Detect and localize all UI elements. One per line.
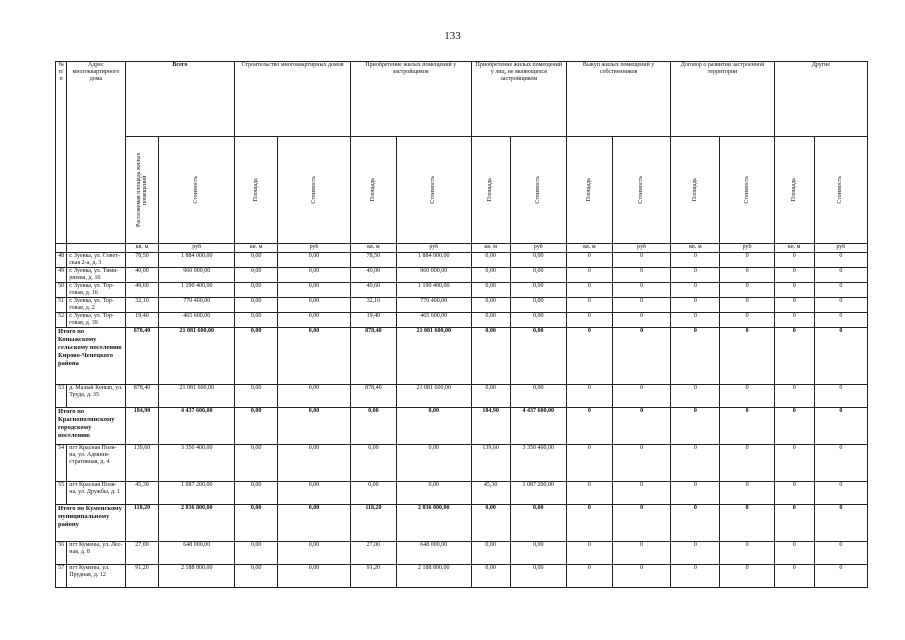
cell-cost: 0,00	[510, 385, 566, 408]
cell-cost: 0,00	[278, 482, 351, 505]
total-label: Итого по Коныжскому сельскому поселению Кирово-Чепецкого района	[56, 328, 126, 385]
cell-area: 19,40	[350, 313, 396, 328]
cell-cost: 0	[814, 408, 867, 445]
cell-cost: 770 400,00	[159, 298, 235, 313]
cell-area: 878,40	[125, 385, 159, 408]
cell-cost: 0,00	[510, 268, 566, 283]
cell-area: 184,90	[125, 408, 159, 445]
row-address: г. Зуевка, ул. Тор-говая, д. 16	[67, 283, 125, 298]
cell-area: 0	[774, 298, 814, 313]
row-address: г. Зуевка, ул. Тор-говая, д. 2	[67, 298, 125, 313]
cell-cost: 0,00	[510, 505, 566, 542]
cell-area: 32,10	[125, 298, 159, 313]
subheader-cost	[510, 137, 566, 244]
cell-cost: 0,00	[278, 505, 351, 542]
cell-area: 0	[671, 565, 720, 588]
cell-cost: 0	[612, 408, 670, 445]
cell-area: 45,30	[471, 482, 510, 505]
cell-area: 0,00	[471, 253, 510, 268]
cell-cost: 0	[612, 298, 670, 313]
header-group-total: Всего	[125, 62, 235, 137]
cell-area: 0,00	[235, 253, 278, 268]
cell-area: 49,60	[350, 283, 396, 298]
unit-cost: руб	[814, 244, 867, 253]
cell-cost: 1 190 400,00	[396, 283, 471, 298]
cell-cost: 0	[814, 482, 867, 505]
cell-area: 118,20	[125, 505, 159, 542]
row-number: 55	[56, 482, 67, 505]
cell-area: 0	[566, 283, 612, 298]
cell-area: 0,00	[235, 268, 278, 283]
total-label: Итого по Куменскому муниципальному району	[56, 505, 126, 542]
unit-area: кв. м	[671, 244, 720, 253]
subheader-area	[774, 137, 814, 244]
cell-cost: 0	[814, 313, 867, 328]
subheader-area-label: Площадь	[487, 178, 494, 202]
table-row	[56, 542, 868, 565]
row-number: 56	[56, 542, 67, 565]
cell-cost: 0,00	[278, 328, 351, 385]
cell-area: 91,20	[350, 565, 396, 588]
cell-area: 0,00	[235, 298, 278, 313]
row-address: пгт Красная Поля-на, ул. Админи-стративная, д. 4	[67, 445, 125, 482]
header-number: № п/п	[56, 62, 67, 244]
cell-area: 0	[671, 385, 720, 408]
cell-cost: 0	[814, 283, 867, 298]
cell-area: 32,10	[350, 298, 396, 313]
unit-area: кв. м	[566, 244, 612, 253]
cell-area: 0	[566, 385, 612, 408]
cell-area: 0,00	[471, 283, 510, 298]
cell-area: 78,50	[350, 253, 396, 268]
cell-cost: 0	[720, 565, 774, 588]
cell-cost: 0,00	[510, 313, 566, 328]
cell-area: 0,00	[235, 542, 278, 565]
row-number: 53	[56, 385, 67, 408]
cell-area: 0	[566, 328, 612, 385]
cell-cost: 0	[720, 505, 774, 542]
cell-cost: 0	[612, 313, 670, 328]
subheader-cost-label: Стоимость	[310, 176, 317, 204]
cell-area: 139,60	[471, 445, 510, 482]
cell-cost: 4 437 600,00	[159, 408, 235, 445]
row-address: г. Зуевка, ул. Тими-рязева, д. 10	[67, 268, 125, 283]
table-row	[56, 385, 868, 408]
cell-area: 0	[774, 565, 814, 588]
row-number: 50	[56, 283, 67, 298]
header-group-development-contract: Договор о развитии застроенной территории	[671, 62, 774, 137]
cell-area: 139,60	[125, 445, 159, 482]
cell-cost: 770 400,00	[396, 298, 471, 313]
subheader-cost	[159, 137, 235, 244]
cell-area: 0	[671, 505, 720, 542]
cell-cost: 0	[612, 565, 670, 588]
table-row	[56, 268, 868, 283]
cell-area: 0	[671, 408, 720, 445]
cell-area: 40,00	[125, 268, 159, 283]
cell-cost: 0	[612, 253, 670, 268]
cell-area: 0	[566, 482, 612, 505]
cell-cost: 0,00	[510, 328, 566, 385]
cell-area: 0	[566, 505, 612, 542]
cell-area: 0	[566, 445, 612, 482]
cell-cost: 0	[720, 298, 774, 313]
cell-area: 0,00	[471, 505, 510, 542]
cell-cost: 0,00	[510, 253, 566, 268]
table-total-row	[56, 408, 868, 445]
subheader-area-label: Площадь	[252, 178, 259, 202]
cell-area: 40,00	[350, 268, 396, 283]
header-group-construction: Строительство многоквартирных домов	[235, 62, 351, 137]
cell-cost: 0,00	[396, 482, 471, 505]
cell-cost: 0	[814, 542, 867, 565]
header-address: Адрес многоквартирного дома	[67, 62, 125, 244]
subheader-cost-label: Стоимость	[193, 176, 200, 204]
table-total-row	[56, 328, 868, 385]
table-header	[56, 62, 868, 253]
cell-cost: 0,00	[396, 445, 471, 482]
cell-area: 91,20	[125, 565, 159, 588]
cell-area: 0,00	[235, 482, 278, 505]
header-group-buyout: Выкуп жилых помещений у собственников	[566, 62, 670, 137]
unit-cost: руб	[510, 244, 566, 253]
table-row	[56, 565, 868, 588]
cell-area: 0	[566, 298, 612, 313]
cell-cost: 21 081 600,00	[159, 328, 235, 385]
unit-empty-cell	[67, 244, 125, 253]
cell-cost: 1 087 200,00	[510, 482, 566, 505]
cell-cost: 21 081 600,00	[396, 328, 471, 385]
cell-area: 878,40	[350, 385, 396, 408]
cell-cost: 0,00	[278, 445, 351, 482]
cell-area: 49,60	[125, 283, 159, 298]
subheader-area	[671, 137, 720, 244]
cell-cost: 0	[814, 385, 867, 408]
subheader-cost	[278, 137, 351, 244]
cell-area: 0,00	[350, 408, 396, 445]
cell-cost: 0	[720, 385, 774, 408]
cell-cost: 0	[720, 445, 774, 482]
cell-area: 0	[774, 385, 814, 408]
cell-area: 0,00	[235, 385, 278, 408]
cell-area: 0	[774, 328, 814, 385]
cell-cost: 0,00	[510, 542, 566, 565]
unit-cost: руб	[278, 244, 351, 253]
cell-cost: 0	[612, 385, 670, 408]
subheader-cost	[720, 137, 774, 244]
cell-area: 0,00	[471, 385, 510, 408]
subheader-cost	[612, 137, 670, 244]
unit-area: кв. м	[471, 244, 510, 253]
cell-area: 0	[774, 505, 814, 542]
cell-area: 0	[774, 313, 814, 328]
cell-cost: 0	[720, 482, 774, 505]
subheader-area	[566, 137, 612, 244]
cell-cost: 0	[814, 445, 867, 482]
cell-cost: 3 350 400,00	[510, 445, 566, 482]
cell-cost: 0,00	[396, 408, 471, 445]
unit-area: кв. м	[235, 244, 278, 253]
row-number: 57	[56, 565, 67, 588]
cell-area: 0,00	[350, 445, 396, 482]
cell-cost: 0	[720, 313, 774, 328]
cell-area: 0	[671, 542, 720, 565]
cell-cost: 648 000,00	[159, 542, 235, 565]
cell-cost: 0	[720, 268, 774, 283]
cell-area: 0,00	[235, 445, 278, 482]
cell-area: 0	[566, 565, 612, 588]
cell-area: 0,00	[471, 298, 510, 313]
unit-area: кв. м	[774, 244, 814, 253]
cell-area: 27,00	[350, 542, 396, 565]
cell-area: 0	[671, 328, 720, 385]
subheader-area-label: Площадь	[369, 178, 376, 202]
cell-cost: 0,00	[278, 542, 351, 565]
cell-cost: 3 350 400,00	[159, 445, 235, 482]
cell-area: 0	[566, 408, 612, 445]
cell-area: 0,00	[471, 268, 510, 283]
cell-area: 0	[671, 298, 720, 313]
cell-area: 27,00	[125, 542, 159, 565]
row-number: 51	[56, 298, 67, 313]
cell-area: 0,00	[471, 542, 510, 565]
cell-cost: 0	[612, 328, 670, 385]
cell-cost: 960 000,00	[159, 268, 235, 283]
unit-cost: руб	[720, 244, 774, 253]
cell-area: 0	[671, 283, 720, 298]
cell-area: 0	[774, 268, 814, 283]
header-group-purchase-non-developers: Приобретение жилых помещений у лиц, не являющихся застройщиком	[471, 62, 566, 137]
cell-cost: 0,00	[278, 253, 351, 268]
row-address: д. Малый Конып, ул. Труда, д. 35	[67, 385, 125, 408]
cell-area: 0	[774, 253, 814, 268]
cell-cost: 0	[612, 482, 670, 505]
row-address: г. Зуевка, ул. Совет-ская 2-а, д. 3	[67, 253, 125, 268]
cell-cost: 1 884 000,00	[159, 253, 235, 268]
cell-area: 0	[774, 542, 814, 565]
cell-cost: 0,00	[278, 298, 351, 313]
table-row	[56, 253, 868, 268]
row-address: г. Зуевка, ул. Тор-говая, д. 39	[67, 313, 125, 328]
table-body	[56, 253, 868, 588]
subheader-cost-label: Стоимость	[743, 176, 750, 204]
unit-cost: руб	[159, 244, 235, 253]
cell-cost: 0	[612, 445, 670, 482]
cell-area: 0,00	[471, 328, 510, 385]
subheader-area-label: Площадь	[691, 178, 698, 202]
cell-area: 0,00	[471, 313, 510, 328]
cell-area: 0,00	[471, 565, 510, 588]
subheader-area	[125, 137, 159, 244]
subheader-area-label: Площадь	[790, 178, 797, 202]
cell-cost: 1 087 200,00	[159, 482, 235, 505]
cell-area: 45,30	[125, 482, 159, 505]
cell-cost: 0,00	[278, 385, 351, 408]
cell-cost: 2 188 800,00	[159, 565, 235, 588]
subheader-cost	[814, 137, 867, 244]
cell-cost: 1 190 400,00	[159, 283, 235, 298]
cell-area: 0	[566, 542, 612, 565]
cell-area: 118,20	[350, 505, 396, 542]
cell-area: 0	[774, 408, 814, 445]
cell-area: 0	[566, 253, 612, 268]
cell-area: 0	[671, 253, 720, 268]
cell-area: 878,40	[125, 328, 159, 385]
cell-area: 0	[774, 283, 814, 298]
cell-cost: 465 600,00	[159, 313, 235, 328]
cell-area: 0,00	[235, 313, 278, 328]
subheader-area-label: Площадь	[585, 178, 592, 202]
cell-area: 0,00	[235, 283, 278, 298]
subheader-cost-label: Стоимость	[534, 176, 541, 204]
cell-area: 0,00	[235, 328, 278, 385]
unit-area: кв. м	[125, 244, 159, 253]
subheader-cost-label: Стоимость	[638, 176, 645, 204]
cell-area: 0,00	[350, 482, 396, 505]
cell-area: 878,40	[350, 328, 396, 385]
header-group-other: Другие	[774, 62, 867, 137]
cell-area: 0	[671, 482, 720, 505]
cell-cost: 0	[612, 542, 670, 565]
row-address: пгт Кумены, ул. Прудная, д. 12	[67, 565, 125, 588]
table-total-row	[56, 505, 868, 542]
cell-cost: 2 836 800,00	[396, 505, 471, 542]
cell-cost: 2 836 800,00	[159, 505, 235, 542]
cell-cost: 0	[814, 298, 867, 313]
cell-cost: 0,00	[278, 313, 351, 328]
cell-area: 0,00	[235, 565, 278, 588]
cell-area: 184,90	[471, 408, 510, 445]
subheader-area-label: Расселяемая площадь жилых помещений	[136, 152, 148, 228]
housing-resettlement-table	[55, 61, 868, 588]
cell-area: 0	[671, 268, 720, 283]
cell-cost: 0	[720, 408, 774, 445]
cell-area: 0	[671, 445, 720, 482]
cell-area: 0	[671, 313, 720, 328]
cell-cost: 0	[814, 268, 867, 283]
cell-cost: 0,00	[278, 283, 351, 298]
cell-cost: 0,00	[278, 268, 351, 283]
cell-cost: 0	[720, 283, 774, 298]
unit-area: кв. м	[350, 244, 396, 253]
cell-cost: 0	[814, 565, 867, 588]
cell-area: 0,00	[235, 408, 278, 445]
subheader-area	[471, 137, 510, 244]
subheader-area	[350, 137, 396, 244]
cell-cost: 0	[612, 268, 670, 283]
table-row	[56, 482, 868, 505]
cell-cost: 465 600,00	[396, 313, 471, 328]
cell-area: 78,50	[125, 253, 159, 268]
cell-area: 19,40	[125, 313, 159, 328]
cell-cost: 0	[814, 328, 867, 385]
cell-cost: 0	[720, 542, 774, 565]
cell-cost: 648 000,00	[396, 542, 471, 565]
header-group-purchase-developers: Приобретение жилых помещений у застройщиков	[350, 62, 471, 137]
row-address: пгт Красная Поля-на, ул. Дружбы, д. 1	[67, 482, 125, 505]
cell-area: 0	[566, 268, 612, 283]
table-row	[56, 445, 868, 482]
unit-cost: руб	[612, 244, 670, 253]
row-number: 48	[56, 253, 67, 268]
unit-empty-cell	[56, 244, 67, 253]
cell-cost: 0,00	[510, 565, 566, 588]
cell-cost: 0	[720, 253, 774, 268]
page-number: 133	[444, 30, 461, 42]
unit-cost: руб	[396, 244, 471, 253]
cell-cost: 0	[720, 328, 774, 385]
cell-cost: 0	[814, 253, 867, 268]
cell-cost: 4 437 600,00	[510, 408, 566, 445]
cell-cost: 1 884 000,00	[396, 253, 471, 268]
cell-cost: 21 081 600,00	[396, 385, 471, 408]
row-number: 54	[56, 445, 67, 482]
row-number: 52	[56, 313, 67, 328]
row-number: 49	[56, 268, 67, 283]
cell-cost: 0	[612, 505, 670, 542]
subheader-cost	[396, 137, 471, 244]
cell-area: 0	[566, 313, 612, 328]
cell-cost: 0,00	[278, 565, 351, 588]
table-row	[56, 313, 868, 328]
cell-cost: 2 188 800,00	[396, 565, 471, 588]
cell-area: 0	[774, 482, 814, 505]
cell-area: 0,00	[235, 505, 278, 542]
table-row	[56, 298, 868, 313]
cell-area: 0	[774, 445, 814, 482]
cell-cost: 0,00	[510, 298, 566, 313]
cell-cost: 21 081 600,00	[159, 385, 235, 408]
cell-cost: 960 000,00	[396, 268, 471, 283]
cell-cost: 0,00	[510, 283, 566, 298]
total-label: Итого по Краснополянскому городскому поселению	[56, 408, 126, 445]
cell-cost: 0	[612, 283, 670, 298]
table-row	[56, 283, 868, 298]
row-address: пгт Кумены, ул. Лес-ная, д. 8	[67, 542, 125, 565]
cell-cost: 0,00	[278, 408, 351, 445]
cell-cost: 0	[814, 505, 867, 542]
subheader-cost-label: Стоимость	[430, 176, 437, 204]
subheader-area	[235, 137, 278, 244]
subheader-cost-label: Стоимость	[837, 176, 844, 204]
